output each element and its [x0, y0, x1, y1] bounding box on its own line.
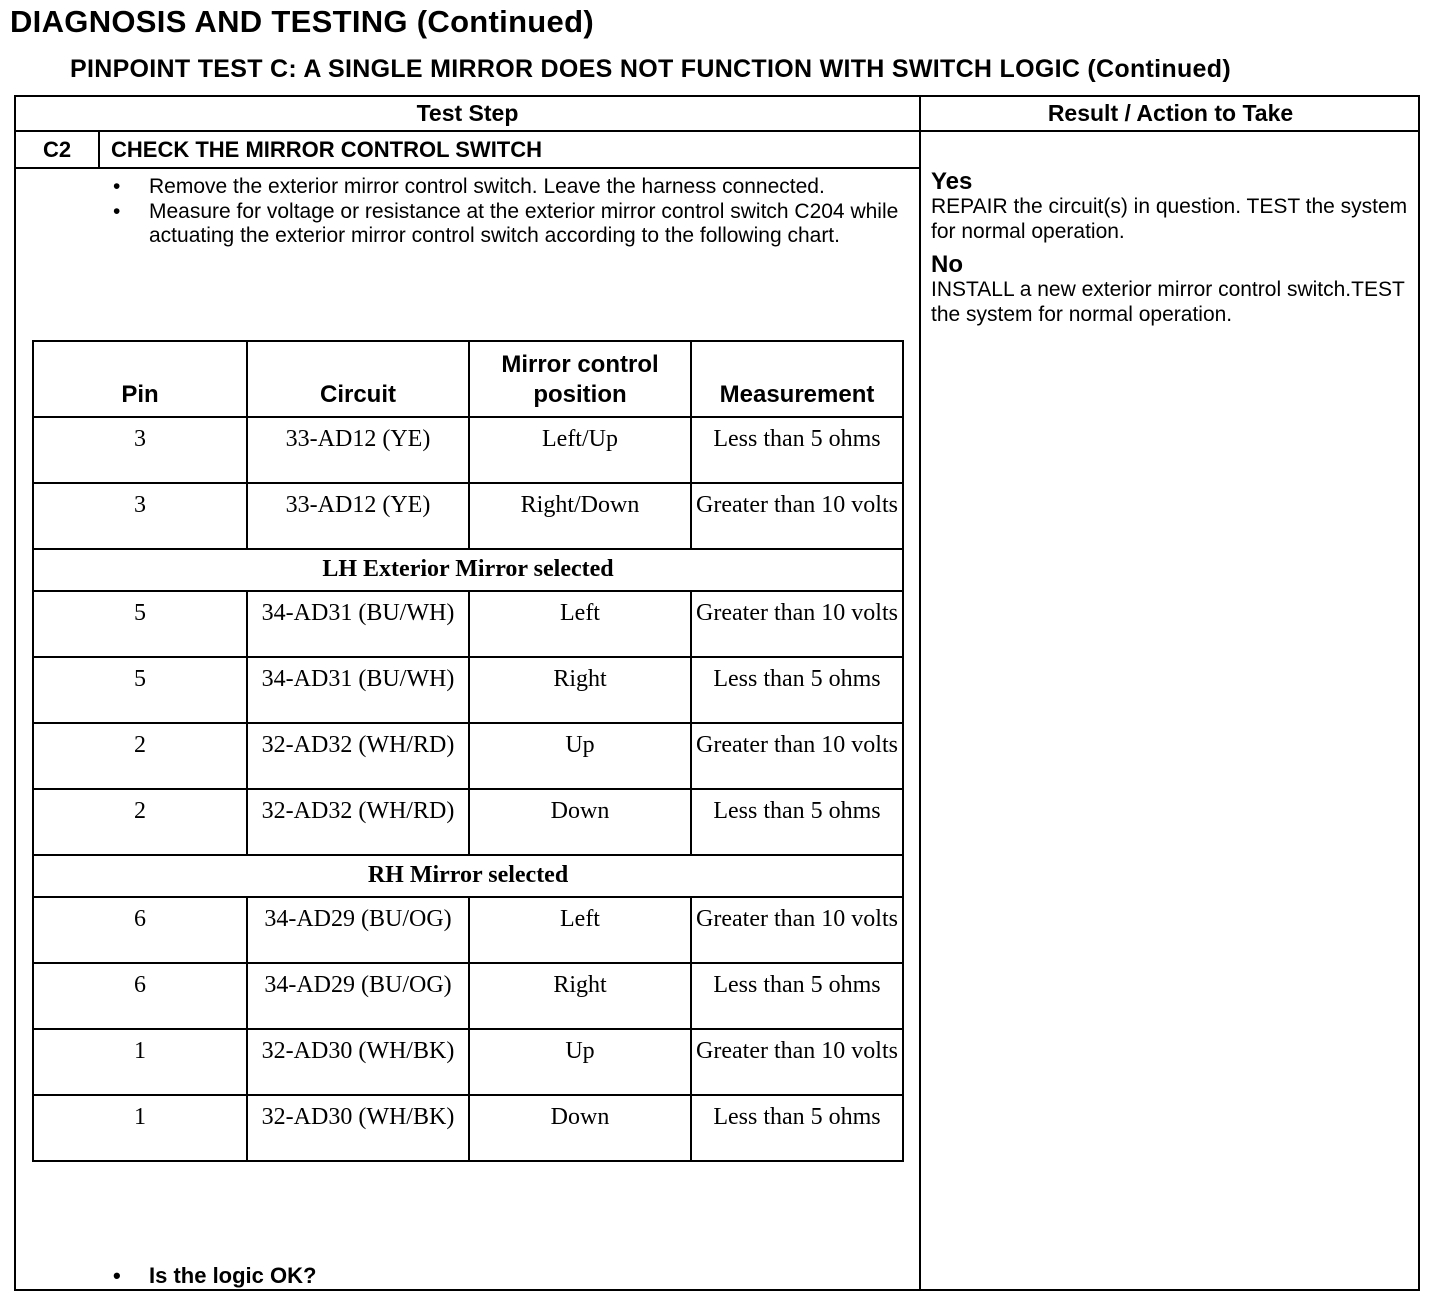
cell-circuit: 34-AD31 (BU/WH) [247, 591, 469, 657]
table-row [33, 591, 903, 657]
cell-circuit: 33-AD12 (YE) [247, 417, 469, 483]
table-row [33, 897, 903, 963]
step-title: CHECK THE MIRROR CONTROL SWITCH [111, 137, 543, 162]
cell-pin: 1 [33, 1095, 247, 1161]
cell-position: Down [469, 789, 691, 855]
cell-circuit: 33-AD12 (YE) [247, 483, 469, 549]
group-label-lh: LH Exterior Mirror selected [33, 549, 903, 591]
table-row [33, 723, 903, 789]
cell-measurement: Greater than 10 volts [691, 723, 903, 789]
table-row [33, 963, 903, 1029]
cell-circuit: 34-AD31 (BU/WH) [247, 657, 469, 723]
cell-pin: 1 [33, 1029, 247, 1095]
result-yes-label: Yes [931, 168, 973, 195]
group-row-lh [33, 549, 903, 591]
cell-pin: 2 [33, 789, 247, 855]
result-no-text: INSTALL a new exterior mirror control switch.TEST the system for normal operation. [931, 278, 1405, 326]
cell-circuit: 34-AD29 (BU/OG) [247, 963, 469, 1029]
column-divider [919, 97, 921, 1289]
cell-position: Left [469, 897, 691, 963]
cell-pin: 6 [33, 897, 247, 963]
cell-pin: 5 [33, 657, 247, 723]
chart-header-position: Mirror control position [469, 341, 691, 417]
cell-position: Left/Up [469, 417, 691, 483]
cell-measurement: Greater than 10 volts [691, 591, 903, 657]
result-no-label: No [931, 251, 963, 278]
cell-pin: 2 [33, 723, 247, 789]
cell-circuit: 32-AD30 (WH/BK) [247, 1029, 469, 1095]
instruction-item: • Remove the exterior mirror control switch. Leave the harness connected. [111, 175, 901, 200]
chart-header-pin: Pin [33, 341, 247, 417]
table-row [33, 789, 903, 855]
table-row [33, 1029, 903, 1095]
switch-logic-chart [32, 340, 904, 1162]
instruction-item: • Measure for voltage or resistance at the exterior mirror control switch C204 while actuating the exterior mirror control switch according to the following chart. [111, 200, 901, 249]
pinpoint-test-table [14, 95, 1420, 1291]
cell-circuit: 32-AD32 (WH/RD) [247, 789, 469, 855]
cell-measurement: Less than 5 ohms [691, 1095, 903, 1161]
page-subtitle: PINPOINT TEST C: A SINGLE MIRROR DOES NOT FUNCTION WITH SWITCH LOGIC (Continued) [70, 55, 1231, 83]
chart-header-circuit: Circuit [247, 341, 469, 417]
step-instructions [111, 175, 901, 249]
step-id: C2 [42, 137, 72, 162]
result-yes-text: REPAIR the circuit(s) in question. TEST the system for normal operation. [931, 195, 1408, 243]
header-result-action: Result / Action to Take [1047, 100, 1294, 126]
chart-header-row [33, 341, 903, 417]
cell-measurement: Less than 5 ohms [691, 963, 903, 1029]
cell-position: Up [469, 1029, 691, 1095]
cell-position: Right [469, 657, 691, 723]
cell-circuit: 32-AD30 (WH/BK) [247, 1095, 469, 1161]
cell-measurement: Greater than 10 volts [691, 1029, 903, 1095]
step-row-divider [16, 167, 919, 169]
cell-measurement: Less than 5 ohms [691, 789, 903, 855]
cell-measurement: Less than 5 ohms [691, 657, 903, 723]
cell-position: Down [469, 1095, 691, 1161]
cell-measurement: Less than 5 ohms [691, 417, 903, 483]
table-row [33, 483, 903, 549]
table-row [33, 657, 903, 723]
table-row [33, 1095, 903, 1161]
cell-circuit: 32-AD32 (WH/RD) [247, 723, 469, 789]
page-title: DIAGNOSIS AND TESTING (Continued) [10, 4, 594, 39]
cell-position: Left [469, 591, 691, 657]
step-id-divider [98, 132, 100, 167]
cell-position: Right/Down [469, 483, 691, 549]
cell-circuit: 34-AD29 (BU/OG) [247, 897, 469, 963]
cell-pin: 3 [33, 417, 247, 483]
chart-header-measurement: Measurement [691, 341, 903, 417]
cell-position: Up [469, 723, 691, 789]
cell-measurement: Greater than 10 volts [691, 897, 903, 963]
step-question: • Is the logic OK? [111, 1263, 316, 1289]
group-label-rh: RH Mirror selected [33, 855, 903, 897]
cell-pin: 3 [33, 483, 247, 549]
cell-pin: 5 [33, 591, 247, 657]
cell-pin: 6 [33, 963, 247, 1029]
group-row-rh [33, 855, 903, 897]
cell-position: Right [469, 963, 691, 1029]
result-action-panel [931, 169, 1411, 335]
table-row [33, 417, 903, 483]
cell-measurement: Greater than 10 volts [691, 483, 903, 549]
header-test-step: Test Step [416, 100, 519, 126]
